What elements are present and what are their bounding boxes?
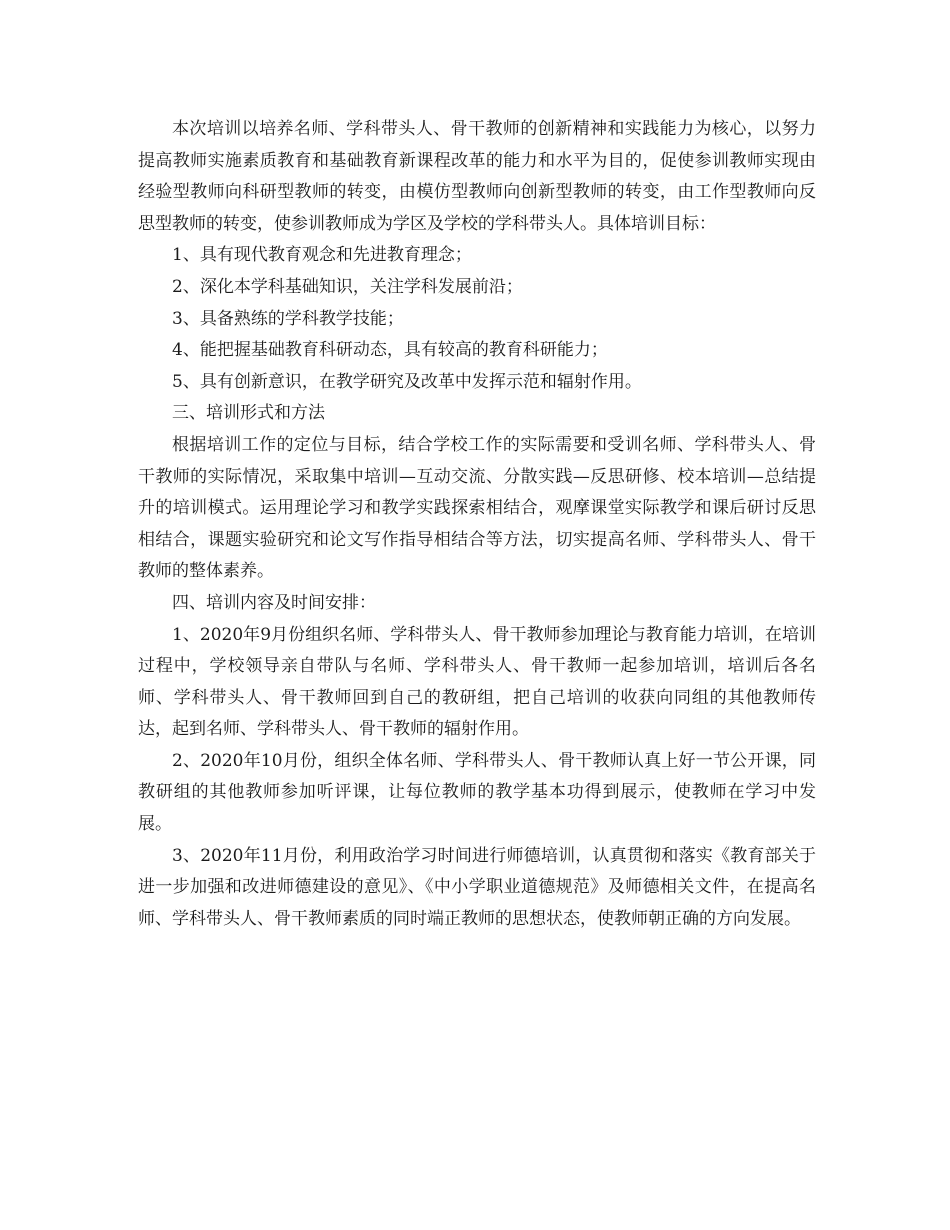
goal-item-1: 1、具有现代教育观念和先进教育理念； (172, 245, 472, 266)
schedule-item-3: 3、2020年11月份，利用政治学习时间进行师德培训，认真贯彻和落实《教育部关于进一步加强和改进师德建设的意见》、《中小学职业道德规范》及师德相关文件，在提高名师、学科带头人、骨干教师素质的同时端正教师的思想状态，使教师朝正确的方向发展。 (138, 845, 816, 929)
schedule-item-2: 2、2020年10月份，组织全体名师、学科带头人、骨干教师认真上好一节公开课，同教研组的其他教师参加听评课，让每位教师的教学基本功得到展示，使教师在学习中发展。 (138, 750, 816, 835)
section-heading-4: 四、培训内容及时间安排： (172, 592, 376, 613)
schedule-item-1: 1、2020年9月份组织名师、学科带头人、骨干教师参加理论与教育能力培训，在培训过程中，学校领导亲自带队与名师、学科带头人、骨干教师一起参加培训，培训后各名师、学科带头人、骨干教师回到自己的教研组，把自己培训的收获向同组的其他教师传达，起到名师、学科带头人、骨干教师的辐射作用。 (138, 624, 816, 740)
goal-item-2: 2、深化本学科基础知识，关注学科发展前沿； (172, 276, 523, 297)
goal-item-5: 5、具有创新意识，在教学研究及改革中发挥示范和辐射作用。 (172, 371, 642, 392)
intro-paragraph: 本次培训以培养名师、学科带头人、骨干教师的创新精神和实践能力为核心，以努力提高教师实施素质教育和基础教育新课程改革的能力和水平为目的，促使参训教师实现由经验型教师向科研型教师的转变，由模仿型教师向创新型教师的转变，由工作型教师向反思型教师的转变，使参训教师成为学区及学校的学科带头人。具体培训目标： (138, 119, 816, 234)
document-body (138, 114, 816, 935)
method-paragraph: 根据培训工作的定位与目标，结合学校工作的实际需要和受训名师、学科带头人、骨干教师的实际情况，采取集中培训—互动交流、分散实践—反思研修、校本培训—总结提升的培训模式。运用理论学习和教学实践探索相结合，观摩课堂实际教学和课后研讨反思相结合，课题实验研究和论文写作指导相结合等方法，切实提高名师、学科带头人、骨干教师的整体素养。 (138, 434, 816, 582)
goal-item-4: 4、能把握基础教育科研动态，具有较高的教育科研能力； (172, 340, 608, 361)
goal-item-3: 3、具备熟练的学科教学技能； (172, 308, 404, 329)
section-heading-3: 三、培训形式和方法 (172, 403, 325, 424)
